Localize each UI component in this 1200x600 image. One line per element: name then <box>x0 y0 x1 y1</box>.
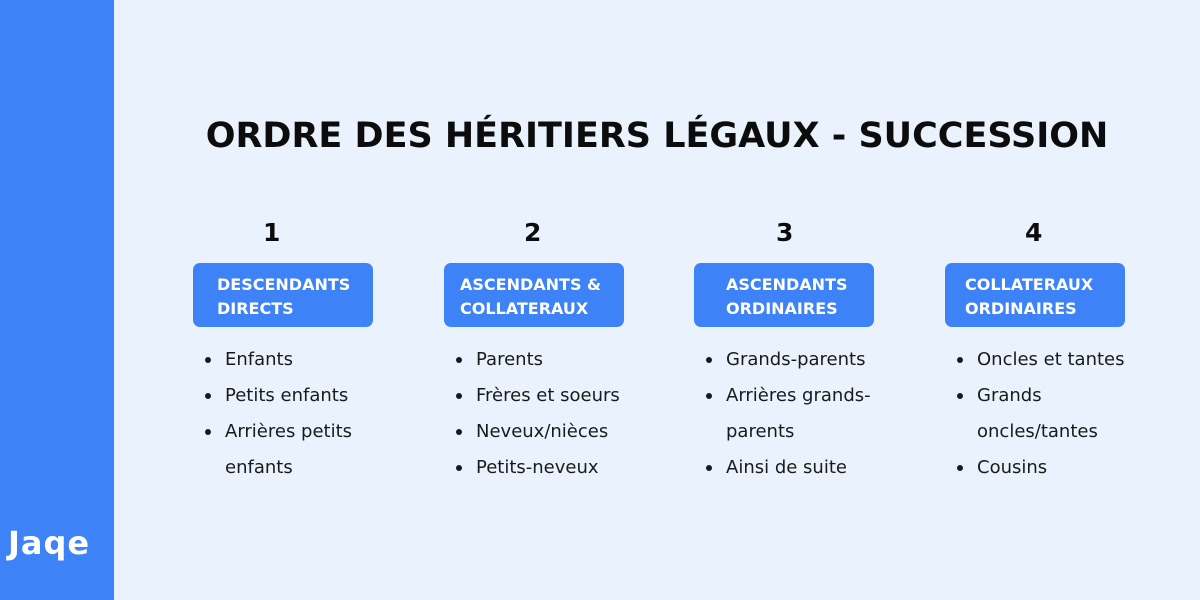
heir-list <box>955 342 1165 486</box>
list-item: Petits enfants <box>203 378 423 414</box>
category-box <box>444 263 624 327</box>
order-number: 2 <box>524 218 542 247</box>
list-item: Petits-neveux <box>454 450 674 486</box>
order-number: 1 <box>263 218 281 247</box>
heir-list <box>454 342 674 486</box>
list-item: Ainsi de suite <box>704 450 924 486</box>
list-item: Arrières grands-parents <box>704 378 876 450</box>
list-item: Frères et soeurs <box>454 378 674 414</box>
list-item: Grands oncles/tantes <box>955 378 1107 450</box>
category-heading-line1: COLLATERAUX <box>965 275 1094 294</box>
list-item: Enfants <box>203 342 423 378</box>
heir-list <box>203 342 423 486</box>
page-title: ORDRE DES HÉRITIERS LÉGAUX - SUCCESSION <box>205 116 1109 156</box>
category-heading-line1: DESCENDANTS <box>217 275 351 294</box>
category-box <box>193 263 373 327</box>
list-item: Oncles et tantes <box>955 342 1165 378</box>
category-box <box>694 263 874 327</box>
order-number: 4 <box>1025 218 1043 247</box>
list-item: Grands-parents <box>704 342 924 378</box>
category-heading-line2: DIRECTS <box>217 299 294 318</box>
list-item: Arrières petits enfants <box>203 414 375 486</box>
list-item: Parents <box>454 342 674 378</box>
list-item: Cousins <box>955 450 1165 486</box>
category-box <box>945 263 1125 327</box>
brand-sidebar <box>0 0 114 600</box>
category-heading-line1: ASCENDANTS <box>726 275 848 294</box>
list-item: Neveux/nièces <box>454 414 674 450</box>
category-heading-line1: ASCENDANTS & <box>460 275 601 294</box>
category-heading-line2: ORDINAIRES <box>726 299 838 318</box>
heir-list <box>704 342 924 486</box>
category-heading-line2: COLLATERAUX <box>460 299 589 318</box>
brand-logo: Jaqe <box>8 524 91 562</box>
order-number: 3 <box>776 218 794 247</box>
category-heading-line2: ORDINAIRES <box>965 299 1077 318</box>
